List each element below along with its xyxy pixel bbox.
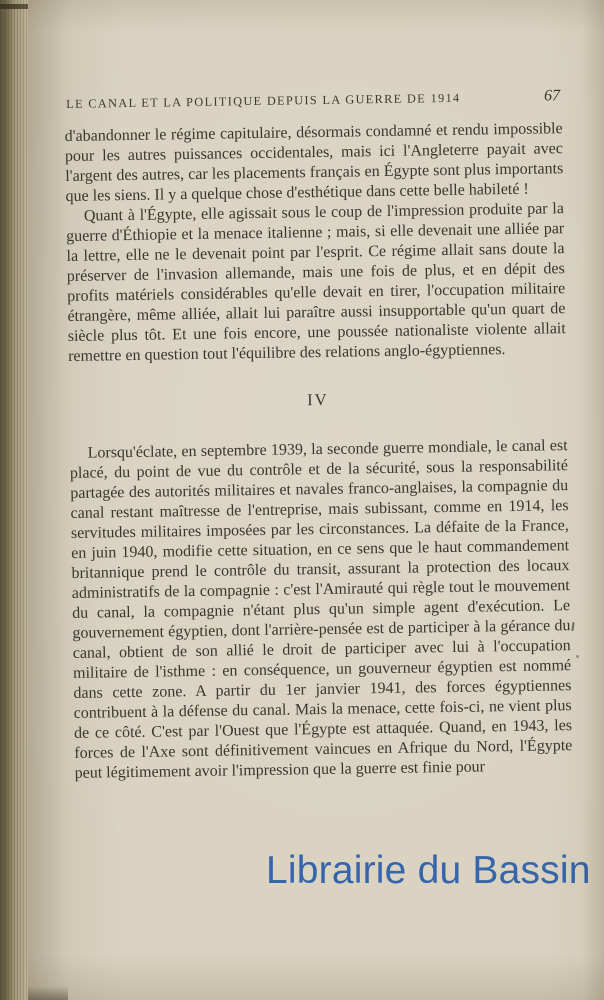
watermark-librairie-du-bassin: Librairie du Bassin <box>266 849 591 892</box>
bottom-left-shadow <box>28 986 68 1000</box>
page-content <box>64 86 573 784</box>
ink-speck <box>576 655 579 658</box>
paragraph-3: Lorsqu'éclate, en septembre 1939, la seconde guerre mondiale, le canal est placé, du point de vue du contrôle et de la sécurité, sous la responsabilité partagée des autorités militaires et navales franco-anglaises, la compagnie du canal restant maîtresse de l'entreprise, mais subissant, comme en 1914, les servitudes militaires imposées par les circonstances. La défaite de la France, en juin 1940, modifie cette situation, en ce sens que le haut commandement britannique prend le contrôle du transit, assurant la protection des locaux administratifs de la compagnie : c'est l'Amirauté qui règle tout le mouvement du canal, la compagnie n'étant plus qu'un simple agent d'exécution. Le gouvernement égyptien, dont l'arrière-pensée est de participer à la gérance du canal, obtient de son allié le droit de participer avec lui à l'occupation militaire de l'isthme : en conséquence, un gouverneur égyptien est nommé dans cette zone. A partir du 1er janvier 1941, des forces égyptiennes contribuent à la défense du canal. Mais la menace, cette fois-ci, ne vient plus de ce côté. C'est par l'Ouest que l'Égypte est attaquée. Quand, en 1943, les forces de l'Axe sont définitivement vaincues en Afrique du Nord, l'Égypte peut légitimement avoir l'impression que la guerre est finie pour <box>69 437 573 782</box>
page-stack-edges <box>5 0 30 1000</box>
paragraph-1: d'abandonner le régime capitulaire, désormais condamné et rendu impossible pour les autres puissances occidentales, mais ici l'Angleterre payait avec l'argent des autres, car les placements français en Égypte sont plus importants que les siens. Il y a quelque chose d'esthétique dans cette belle habileté ! <box>64 120 564 205</box>
section-heading: IV <box>306 389 329 410</box>
paragraph-2: Quant à l'Égypte, elle agissait sous le coup de l'impression produite par la guerre d'Éthiopie et la menace italienne ; mais, si elle devenait une alliée par la lettre, elle ne le devenait point par l'esprit. Ce régime allait sans doute la préserver de l'invasion allemande, mais une fois de plus, et en dépit des profits matériels considérables qu'elle devait en tirer, l'occupation militaire étrangère, même alliée, allait lui paraître aussi insupportable qu'un quart de siècle plus tôt. Et une fois encore, une poussée nationaliste violente allait remettre en question tout l'équilibre des relations anglo-égyptiennes. <box>66 200 566 365</box>
page-number: 67 <box>543 87 561 105</box>
running-title: LE CANAL ET LA POLITIQUE DEPUIS LA GUERRE DE 1914 <box>66 90 461 111</box>
